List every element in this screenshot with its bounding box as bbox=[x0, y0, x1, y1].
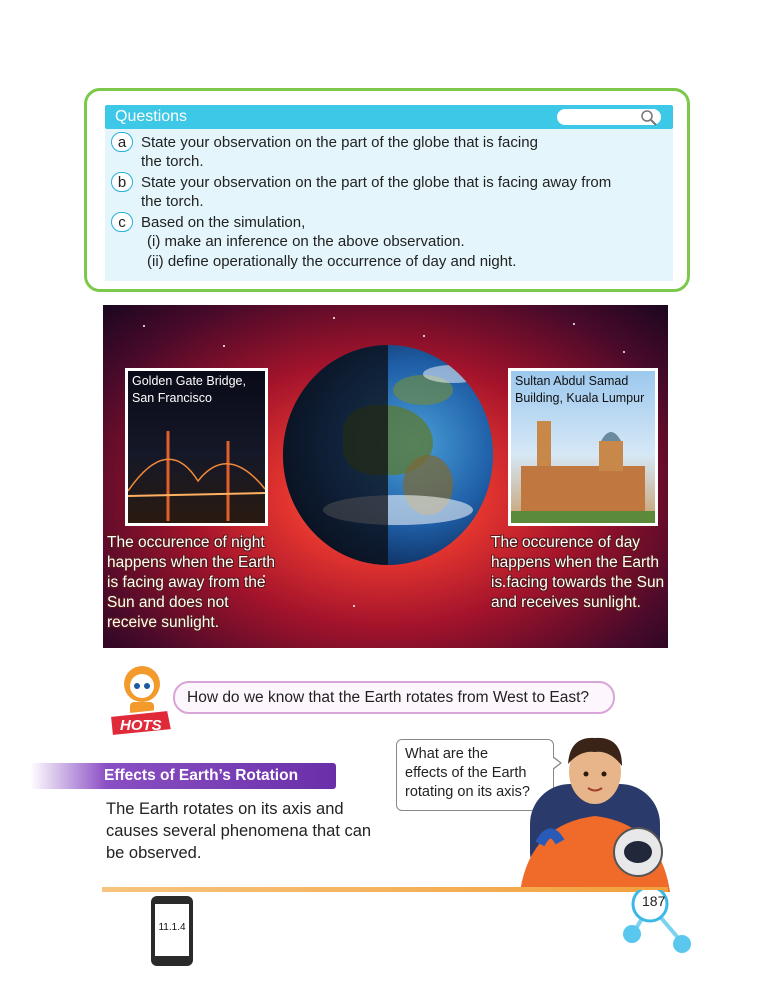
day-caption-line-3: is facing towards the Sun bbox=[491, 574, 665, 591]
star bbox=[333, 317, 335, 319]
night-caption-line-4: Sun and does not bbox=[107, 594, 229, 611]
section-heading-bar bbox=[30, 763, 336, 789]
hots-badge-label: HOTS bbox=[120, 717, 162, 734]
star bbox=[223, 345, 225, 347]
star bbox=[573, 323, 575, 325]
question-letter-a: a bbox=[111, 132, 133, 152]
tablet-icon bbox=[151, 896, 193, 966]
speech-line-3: rotating on its axis? bbox=[405, 784, 530, 800]
search-icon bbox=[639, 108, 659, 128]
golden-gate-photo bbox=[125, 368, 268, 526]
earth-cloud bbox=[423, 365, 483, 383]
questions-list bbox=[105, 129, 673, 281]
day-night-illustration bbox=[103, 305, 668, 648]
star bbox=[143, 325, 145, 327]
question-c-line-3: (ii) define operationally the occurrence of day and night. bbox=[147, 253, 517, 270]
day-caption-line-2: happens when the Earth bbox=[491, 554, 660, 571]
question-a-line-2: the torch. bbox=[141, 153, 204, 170]
footer-divider bbox=[102, 887, 668, 892]
day-caption-line-4: and receives sunlight. bbox=[491, 594, 641, 611]
hots-badge bbox=[110, 710, 172, 736]
astronaut-character bbox=[510, 724, 680, 892]
questions-search-box bbox=[557, 109, 661, 125]
earth-night-side bbox=[283, 345, 388, 565]
star bbox=[623, 351, 625, 353]
sultan-label-line-1: Sultan Abdul Samad bbox=[515, 374, 629, 388]
question-a-line-1: State your observation on the part of the globe that is facing bbox=[141, 134, 538, 151]
day-caption-line-1: The occurence of day bbox=[491, 534, 641, 551]
tablet-screen bbox=[155, 904, 189, 956]
speech-line-1: What are the bbox=[405, 746, 489, 762]
golden-gate-label-line-1: Golden Gate Bridge, bbox=[132, 374, 246, 388]
building-silhouette bbox=[511, 371, 655, 523]
question-b-line-2: the torch. bbox=[141, 193, 204, 210]
night-caption-line-1: The occurence of night bbox=[107, 534, 265, 551]
hots-question: How do we know that the Earth rotates from West to East? bbox=[187, 689, 590, 706]
question-letter-b: b bbox=[111, 172, 133, 192]
hots-robot-mascot bbox=[106, 660, 178, 742]
sultan-abdul-samad-photo bbox=[508, 368, 658, 526]
page-number: 187 bbox=[642, 893, 666, 909]
day-caption bbox=[491, 533, 664, 613]
question-c-line-2: (i) make an inference on the above observation. bbox=[147, 233, 465, 250]
questions-box bbox=[84, 88, 690, 292]
section-heading: Effects of Earth’s Rotation bbox=[104, 767, 299, 784]
night-caption-line-3: is facing away from the bbox=[107, 574, 266, 591]
hots-question-bubble bbox=[173, 681, 615, 714]
sultan-label-line-2: Building, Kuala Lumpur bbox=[515, 391, 645, 405]
bridge-silhouette bbox=[128, 371, 265, 523]
speech-line-2: effects of the Earth bbox=[405, 765, 527, 781]
question-c-line-1: Based on the simulation, bbox=[141, 214, 306, 231]
question-b-line-1: State your observation on the part of the globe that is facing away from bbox=[141, 174, 612, 191]
star bbox=[353, 605, 355, 607]
questions-title: Questions bbox=[115, 108, 188, 125]
questions-header bbox=[105, 105, 673, 129]
page-number-molecule bbox=[620, 890, 710, 960]
question-letter-c: c bbox=[111, 212, 133, 232]
section-body-text: The Earth rotates on its axis and causes several phenomena that can be observed. bbox=[106, 800, 372, 862]
golden-gate-label-line-2: San Francisco bbox=[132, 391, 212, 405]
night-caption-line-5: receive sunlight. bbox=[107, 614, 220, 631]
star bbox=[423, 335, 425, 337]
earth-globe bbox=[283, 345, 493, 565]
night-caption-line-2: happens when the Earth bbox=[107, 554, 276, 571]
night-caption bbox=[107, 533, 275, 633]
learning-standard-code: 11.1.4 bbox=[158, 922, 186, 933]
